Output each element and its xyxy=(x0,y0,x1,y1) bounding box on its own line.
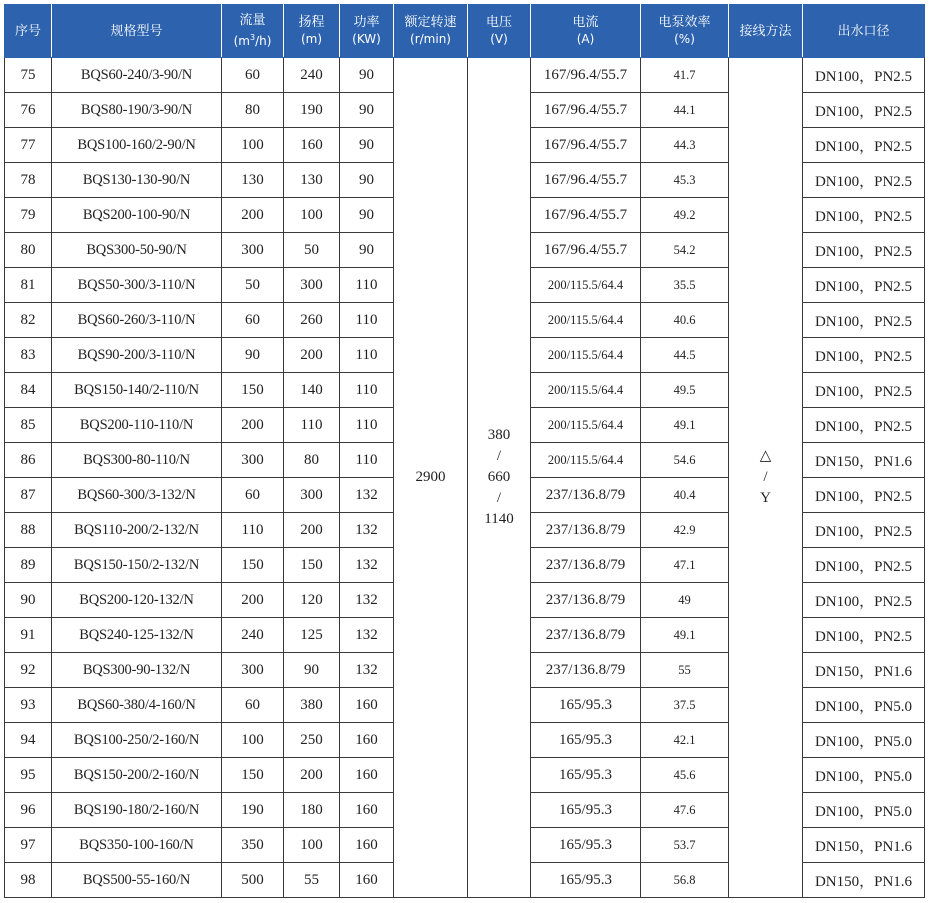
cell-efficiency: 45.6 xyxy=(641,758,729,793)
cell-efficiency: 35.5 xyxy=(641,268,729,303)
cell-no: 80 xyxy=(5,233,52,268)
cell-flow: 50 xyxy=(222,268,284,303)
cell-current: 237/136.8/79 xyxy=(531,653,641,688)
cell-outlet: DN100，PN2.5 xyxy=(803,233,925,268)
cell-model: BQS200-100-90/N xyxy=(52,198,222,233)
cell-flow: 90 xyxy=(222,338,284,373)
header-outlet: 出水口径 xyxy=(803,5,925,58)
cell-head: 110 xyxy=(284,408,340,443)
cell-power: 132 xyxy=(340,478,394,513)
cell-power: 90 xyxy=(340,93,394,128)
cell-outlet: DN150，PN1.6 xyxy=(803,828,925,863)
header-speed: 额定转速 (r/min) xyxy=(394,5,468,58)
cell-outlet: DN100，PN2.5 xyxy=(803,338,925,373)
cell-head: 200 xyxy=(284,758,340,793)
cell-model: BQS90-200/3-110/N xyxy=(52,338,222,373)
cell-flow: 60 xyxy=(222,688,284,723)
cell-no: 92 xyxy=(5,653,52,688)
cell-speed-shared: 2900 xyxy=(394,58,468,898)
cell-model: BQS150-150/2-132/N xyxy=(52,548,222,583)
cell-power: 132 xyxy=(340,548,394,583)
cell-current: 165/95.3 xyxy=(531,863,641,898)
cell-efficiency: 49.5 xyxy=(641,373,729,408)
cell-outlet: DN100，PN2.5 xyxy=(803,128,925,163)
cell-flow: 200 xyxy=(222,198,284,233)
cell-model: BQS60-300/3-132/N xyxy=(52,478,222,513)
cell-flow: 300 xyxy=(222,443,284,478)
cell-power: 90 xyxy=(340,163,394,198)
cell-no: 88 xyxy=(5,513,52,548)
voltage-line: 1140 xyxy=(484,511,514,527)
table-row xyxy=(5,58,925,93)
cell-power: 90 xyxy=(340,233,394,268)
cell-head: 250 xyxy=(284,723,340,758)
cell-flow: 80 xyxy=(222,93,284,128)
cell-head: 140 xyxy=(284,373,340,408)
cell-power: 160 xyxy=(340,688,394,723)
cell-power: 90 xyxy=(340,128,394,163)
header-model: 规格型号 xyxy=(52,5,222,58)
cell-efficiency: 44.1 xyxy=(641,93,729,128)
wiring-line: △ xyxy=(759,448,772,464)
cell-head: 50 xyxy=(284,233,340,268)
cell-flow: 240 xyxy=(222,618,284,653)
cell-outlet: DN100，PN2.5 xyxy=(803,58,925,93)
cell-flow: 130 xyxy=(222,163,284,198)
cell-current: 200/115.5/64.4 xyxy=(531,443,641,478)
cell-model: BQS500-55-160/N xyxy=(52,863,222,898)
cell-current: 167/96.4/55.7 xyxy=(531,128,641,163)
cell-voltage-shared xyxy=(468,58,531,898)
cell-head: 150 xyxy=(284,548,340,583)
cell-model: BQS150-200/2-160/N xyxy=(52,758,222,793)
cell-efficiency: 44.5 xyxy=(641,338,729,373)
cell-flow: 350 xyxy=(222,828,284,863)
cell-head: 125 xyxy=(284,618,340,653)
cell-efficiency: 40.4 xyxy=(641,478,729,513)
header-flow: 流量 $(m^3/h)$ xyxy=(222,5,284,58)
cell-head: 260 xyxy=(284,303,340,338)
cell-head: 300 xyxy=(284,478,340,513)
cell-flow: 100 xyxy=(222,723,284,758)
header-wiring: 接线方法 xyxy=(729,5,803,58)
cell-flow: 60 xyxy=(222,478,284,513)
cell-model: BQS300-50-90/N xyxy=(52,233,222,268)
cell-no: 89 xyxy=(5,548,52,583)
cell-power: 110 xyxy=(340,303,394,338)
voltage-line: / xyxy=(496,448,502,464)
cell-power: 90 xyxy=(340,198,394,233)
pump-spec-table xyxy=(4,4,925,898)
cell-model: BQS240-125-132/N xyxy=(52,618,222,653)
header-row xyxy=(5,5,925,58)
cell-head: 300 xyxy=(284,268,340,303)
cell-outlet: DN150，PN1.6 xyxy=(803,863,925,898)
cell-efficiency: 49 xyxy=(641,583,729,618)
cell-outlet: DN100，PN2.5 xyxy=(803,303,925,338)
cell-current: 237/136.8/79 xyxy=(531,513,641,548)
cell-flow: 190 xyxy=(222,793,284,828)
cell-power: 160 xyxy=(340,793,394,828)
cell-current: 167/96.4/55.7 xyxy=(531,58,641,93)
cell-power: 132 xyxy=(340,618,394,653)
cell-no: 94 xyxy=(5,723,52,758)
voltage-line: 660 xyxy=(487,469,511,485)
cell-current: 200/115.5/64.4 xyxy=(531,373,641,408)
cell-flow: 150 xyxy=(222,548,284,583)
cell-efficiency: 42.9 xyxy=(641,513,729,548)
cell-no: 81 xyxy=(5,268,52,303)
cell-outlet: DN150，PN1.6 xyxy=(803,653,925,688)
cell-no: 78 xyxy=(5,163,52,198)
cell-power: 132 xyxy=(340,653,394,688)
cell-efficiency: 47.1 xyxy=(641,548,729,583)
cell-head: 190 xyxy=(284,93,340,128)
cell-model: BQS50-300/3-110/N xyxy=(52,268,222,303)
cell-efficiency: 45.3 xyxy=(641,163,729,198)
cell-current: 165/95.3 xyxy=(531,758,641,793)
cell-model: BQS60-380/4-160/N xyxy=(52,688,222,723)
cell-power: 160 xyxy=(340,828,394,863)
cell-efficiency: 54.6 xyxy=(641,443,729,478)
wiring-line: / xyxy=(763,469,768,485)
header-voltage: 电压 (V) xyxy=(468,5,531,58)
cell-head: 160 xyxy=(284,128,340,163)
header-current: 电流 (A) xyxy=(531,5,641,58)
cell-current: 237/136.8/79 xyxy=(531,583,641,618)
cell-current: 167/96.4/55.7 xyxy=(531,163,641,198)
cell-efficiency: 37.5 xyxy=(641,688,729,723)
cell-model: BQS350-100-160/N xyxy=(52,828,222,863)
cell-no: 79 xyxy=(5,198,52,233)
table-body xyxy=(5,58,925,898)
cell-power: 110 xyxy=(340,338,394,373)
cell-model: BQS190-180/2-160/N xyxy=(52,793,222,828)
cell-power: 132 xyxy=(340,513,394,548)
cell-model: BQS300-90-132/N xyxy=(52,653,222,688)
cell-current: 165/95.3 xyxy=(531,723,641,758)
cell-flow: 110 xyxy=(222,513,284,548)
cell-power: 160 xyxy=(340,758,394,793)
header-efficiency: 电泵效率 (%) xyxy=(641,5,729,58)
cell-head: 240 xyxy=(284,58,340,93)
cell-efficiency: 49.1 xyxy=(641,618,729,653)
cell-power: 90 xyxy=(340,58,394,93)
cell-current: 165/95.3 xyxy=(531,828,641,863)
cell-outlet: DN100，PN2.5 xyxy=(803,163,925,198)
cell-no: 75 xyxy=(5,58,52,93)
cell-current: 237/136.8/79 xyxy=(531,548,641,583)
cell-model: BQS100-250/2-160/N xyxy=(52,723,222,758)
cell-outlet: DN100，PN2.5 xyxy=(803,93,925,128)
cell-efficiency: 49.2 xyxy=(641,198,729,233)
cell-no: 83 xyxy=(5,338,52,373)
cell-efficiency: 41.7 xyxy=(641,58,729,93)
cell-outlet: DN100，PN5.0 xyxy=(803,688,925,723)
cell-power: 110 xyxy=(340,443,394,478)
cell-efficiency: 56.8 xyxy=(641,863,729,898)
cell-model: BQS60-240/3-90/N xyxy=(52,58,222,93)
cell-head: 200 xyxy=(284,338,340,373)
cell-outlet: DN100，PN5.0 xyxy=(803,793,925,828)
cell-head: 200 xyxy=(284,513,340,548)
cell-outlet: DN100，PN2.5 xyxy=(803,548,925,583)
wiring-line: Y xyxy=(760,490,771,506)
cell-outlet: DN100，PN5.0 xyxy=(803,758,925,793)
cell-head: 130 xyxy=(284,163,340,198)
header-no: 序号 xyxy=(5,5,52,58)
cell-power: 110 xyxy=(340,408,394,443)
cell-outlet: DN100，PN2.5 xyxy=(803,373,925,408)
cell-no: 91 xyxy=(5,618,52,653)
cell-flow: 500 xyxy=(222,863,284,898)
cell-no: 82 xyxy=(5,303,52,338)
cell-power: 160 xyxy=(340,863,394,898)
cell-no: 93 xyxy=(5,688,52,723)
cell-model: BQS60-260/3-110/N xyxy=(52,303,222,338)
cell-no: 96 xyxy=(5,793,52,828)
cell-outlet: DN100，PN2.5 xyxy=(803,268,925,303)
cell-no: 97 xyxy=(5,828,52,863)
cell-flow: 300 xyxy=(222,233,284,268)
cell-wiring-shared xyxy=(729,58,803,898)
cell-current: 200/115.5/64.4 xyxy=(531,268,641,303)
cell-efficiency: 47.6 xyxy=(641,793,729,828)
cell-head: 180 xyxy=(284,793,340,828)
cell-model: BQS150-140/2-110/N xyxy=(52,373,222,408)
cell-outlet: DN100，PN2.5 xyxy=(803,478,925,513)
cell-efficiency: 54.2 xyxy=(641,233,729,268)
cell-no: 87 xyxy=(5,478,52,513)
cell-outlet: DN100，PN2.5 xyxy=(803,408,925,443)
cell-flow: 200 xyxy=(222,408,284,443)
cell-efficiency: 53.7 xyxy=(641,828,729,863)
cell-model: BQS200-120-132/N xyxy=(52,583,222,618)
cell-flow: 150 xyxy=(222,373,284,408)
cell-flow: 300 xyxy=(222,653,284,688)
cell-model: BQS100-160/2-90/N xyxy=(52,128,222,163)
cell-outlet: DN150，PN1.6 xyxy=(803,443,925,478)
cell-head: 100 xyxy=(284,198,340,233)
cell-model: BQS80-190/3-90/N xyxy=(52,93,222,128)
cell-model: BQS300-80-110/N xyxy=(52,443,222,478)
cell-current: 167/96.4/55.7 xyxy=(531,198,641,233)
cell-efficiency: 49.1 xyxy=(641,408,729,443)
cell-model: BQS110-200/2-132/N xyxy=(52,513,222,548)
cell-power: 110 xyxy=(340,268,394,303)
cell-power: 160 xyxy=(340,723,394,758)
cell-head: 120 xyxy=(284,583,340,618)
cell-current: 200/115.5/64.4 xyxy=(531,338,641,373)
cell-no: 86 xyxy=(5,443,52,478)
cell-no: 85 xyxy=(5,408,52,443)
cell-current: 167/96.4/55.7 xyxy=(531,233,641,268)
cell-current: 200/115.5/64.4 xyxy=(531,303,641,338)
cell-current: 200/115.5/64.4 xyxy=(531,408,641,443)
cell-flow: 150 xyxy=(222,758,284,793)
cell-outlet: DN100，PN2.5 xyxy=(803,618,925,653)
cell-no: 76 xyxy=(5,93,52,128)
cell-power: 132 xyxy=(340,583,394,618)
cell-model: BQS200-110-110/N xyxy=(52,408,222,443)
cell-head: 80 xyxy=(284,443,340,478)
cell-current: 237/136.8/79 xyxy=(531,478,641,513)
cell-head: 90 xyxy=(284,653,340,688)
cell-efficiency: 40.6 xyxy=(641,303,729,338)
cell-no: 98 xyxy=(5,863,52,898)
cell-head: 55 xyxy=(284,863,340,898)
header-power: 功率 (KW) xyxy=(340,5,394,58)
cell-no: 95 xyxy=(5,758,52,793)
voltage-line: 380 xyxy=(487,427,511,443)
cell-no: 90 xyxy=(5,583,52,618)
cell-head: 100 xyxy=(284,828,340,863)
cell-flow: 100 xyxy=(222,128,284,163)
cell-efficiency: 42.1 xyxy=(641,723,729,758)
cell-efficiency: 44.3 xyxy=(641,128,729,163)
cell-head: 380 xyxy=(284,688,340,723)
cell-current: 237/136.8/79 xyxy=(531,618,641,653)
cell-outlet: DN100，PN2.5 xyxy=(803,513,925,548)
cell-outlet: DN100，PN2.5 xyxy=(803,198,925,233)
cell-efficiency: 55 xyxy=(641,653,729,688)
cell-no: 77 xyxy=(5,128,52,163)
header-head: 扬程 (m) xyxy=(284,5,340,58)
cell-flow: 60 xyxy=(222,58,284,93)
voltage-line: / xyxy=(496,490,502,506)
cell-current: 167/96.4/55.7 xyxy=(531,93,641,128)
cell-no: 84 xyxy=(5,373,52,408)
cell-flow: 200 xyxy=(222,583,284,618)
cell-current: 165/95.3 xyxy=(531,688,641,723)
cell-current: 165/95.3 xyxy=(531,793,641,828)
cell-outlet: DN100，PN5.0 xyxy=(803,723,925,758)
cell-outlet: DN100，PN2.5 xyxy=(803,583,925,618)
cell-model: BQS130-130-90/N xyxy=(52,163,222,198)
cell-flow: 60 xyxy=(222,303,284,338)
cell-power: 110 xyxy=(340,373,394,408)
